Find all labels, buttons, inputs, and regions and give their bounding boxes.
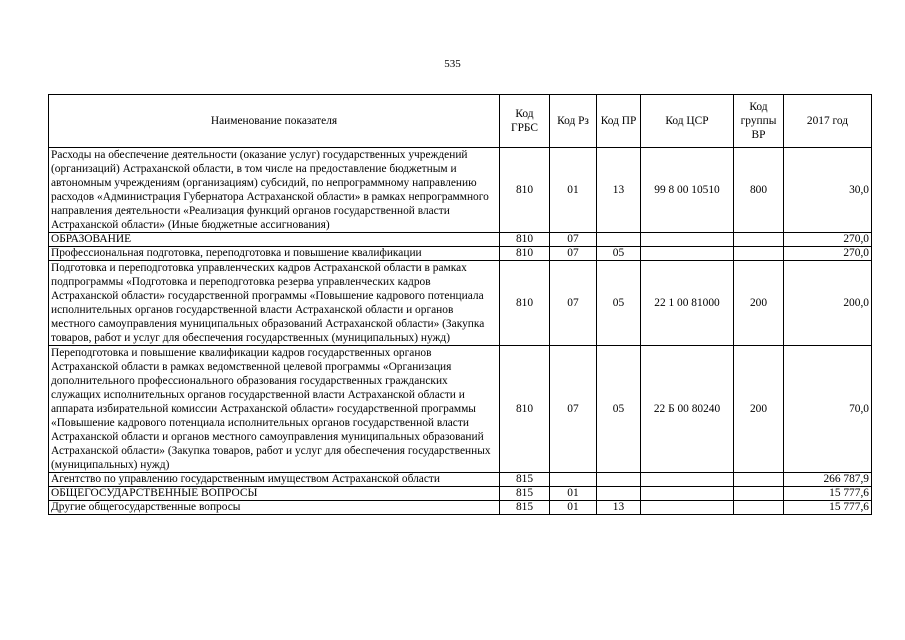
- row-pr: 05: [597, 346, 641, 473]
- row-pr: [597, 473, 641, 487]
- header-vr: Код группы ВР: [734, 95, 784, 148]
- budget-table: [48, 94, 872, 515]
- row-name: Другие общегосударственные вопросы: [49, 501, 500, 515]
- row-name: ОБЩЕГОСУДАРСТВЕННЫЕ ВОПРОСЫ: [49, 487, 500, 501]
- row-grbs: 810: [500, 148, 550, 233]
- row-rz: 07: [550, 233, 597, 247]
- header-grbs: Код ГРБС: [500, 95, 550, 148]
- row-rz: 01: [550, 148, 597, 233]
- row-csr: [641, 487, 734, 501]
- row-rz: 01: [550, 487, 597, 501]
- row-amount: 266 787,9: [784, 473, 872, 487]
- row-name: Переподготовка и повышение квалификации кадров государственных органов Астраханской области в рамках ведомственной целевой программы «Организация дополнительного профессионального образования государственных гражданских служащих исполнительных органов государственной власти Астраханской области и аппарата избирательной комиссии Астраханской области» государственной программы «Повышение кадрового потенциала исполнительных органов государственной власти Астраханской области и органов местного самоуправления муниципальных образований Астраханской области» (Закупка товаров, работ и услуг для обеспечения государственных (муниципальных) нужд): [49, 346, 500, 473]
- row-grbs: 815: [500, 501, 550, 515]
- table-row: [49, 346, 872, 473]
- row-grbs: 810: [500, 261, 550, 346]
- row-amount: 15 777,6: [784, 501, 872, 515]
- row-name: Агентство по управлению государственным имуществом Астраханской области: [49, 473, 500, 487]
- row-name: Профессиональная подготовка, переподготовка и повышение квалификации: [49, 247, 500, 261]
- row-grbs: 815: [500, 487, 550, 501]
- table-row: [49, 473, 872, 487]
- table-row: [49, 487, 872, 501]
- table-row: [49, 501, 872, 515]
- row-grbs: 815: [500, 473, 550, 487]
- row-csr: [641, 501, 734, 515]
- row-rz: 07: [550, 247, 597, 261]
- table-header-row: [49, 95, 872, 148]
- row-name: ОБРАЗОВАНИЕ: [49, 233, 500, 247]
- header-rz: Код Рз: [550, 95, 597, 148]
- row-vr: 200: [734, 346, 784, 473]
- row-name: Подготовка и переподготовка управленческих кадров Астраханской области в рамках подпрограммы «Подготовка и переподготовка резерва управленческих кадров Астраханской области» государственной программы «Повышение кадрового потенциала исполнительных органов государственной власти Астраханской области и органов местного самоуправления муниципальных образований Астраханской области» (Закупка товаров, работ и услуг для обеспечения государственных (муниципальных) нужд): [49, 261, 500, 346]
- header-year: 2017 год: [784, 95, 872, 148]
- row-amount: 70,0: [784, 346, 872, 473]
- row-vr: 200: [734, 261, 784, 346]
- row-amount: 30,0: [784, 148, 872, 233]
- row-vr: [734, 233, 784, 247]
- row-vr: 800: [734, 148, 784, 233]
- row-vr: [734, 487, 784, 501]
- row-csr: 22 1 00 81000: [641, 261, 734, 346]
- row-csr: 99 8 00 10510: [641, 148, 734, 233]
- row-pr: 05: [597, 247, 641, 261]
- table-row: [49, 247, 872, 261]
- row-csr: [641, 473, 734, 487]
- row-pr: 13: [597, 501, 641, 515]
- row-rz: 01: [550, 501, 597, 515]
- row-vr: [734, 473, 784, 487]
- row-csr: [641, 233, 734, 247]
- row-rz: 07: [550, 346, 597, 473]
- table-row: [49, 233, 872, 247]
- row-pr: 05: [597, 261, 641, 346]
- row-name: Расходы на обеспечение деятельности (оказание услуг) государственных учреждений (организаций) Астраханской области, в том числе на предоставление бюджетным и автономным учреждениям (организациям) субсидий, по непрограммному направлению расходов «Администрация Губернатора Астраханской области» в рамках непрограммного направления деятельности «Реализация функций органов государственной власти Астраханской области» (Иные бюджетные ассигнования): [49, 148, 500, 233]
- page-number: 535: [444, 58, 461, 70]
- row-csr: 22 Б 00 80240: [641, 346, 734, 473]
- row-amount: 270,0: [784, 247, 872, 261]
- table-row: [49, 148, 872, 233]
- row-csr: [641, 247, 734, 261]
- row-grbs: 810: [500, 247, 550, 261]
- row-pr: [597, 487, 641, 501]
- row-grbs: 810: [500, 233, 550, 247]
- row-amount: 15 777,6: [784, 487, 872, 501]
- row-amount: 200,0: [784, 261, 872, 346]
- row-vr: [734, 501, 784, 515]
- row-grbs: 810: [500, 346, 550, 473]
- row-rz: [550, 473, 597, 487]
- row-rz: 07: [550, 261, 597, 346]
- table-row: [49, 261, 872, 346]
- header-pr: Код ПР: [597, 95, 641, 148]
- header-name: Наименование показателя: [49, 95, 500, 148]
- header-csr: Код ЦСР: [641, 95, 734, 148]
- row-vr: [734, 247, 784, 261]
- row-amount: 270,0: [784, 233, 872, 247]
- row-pr: 13: [597, 148, 641, 233]
- row-pr: [597, 233, 641, 247]
